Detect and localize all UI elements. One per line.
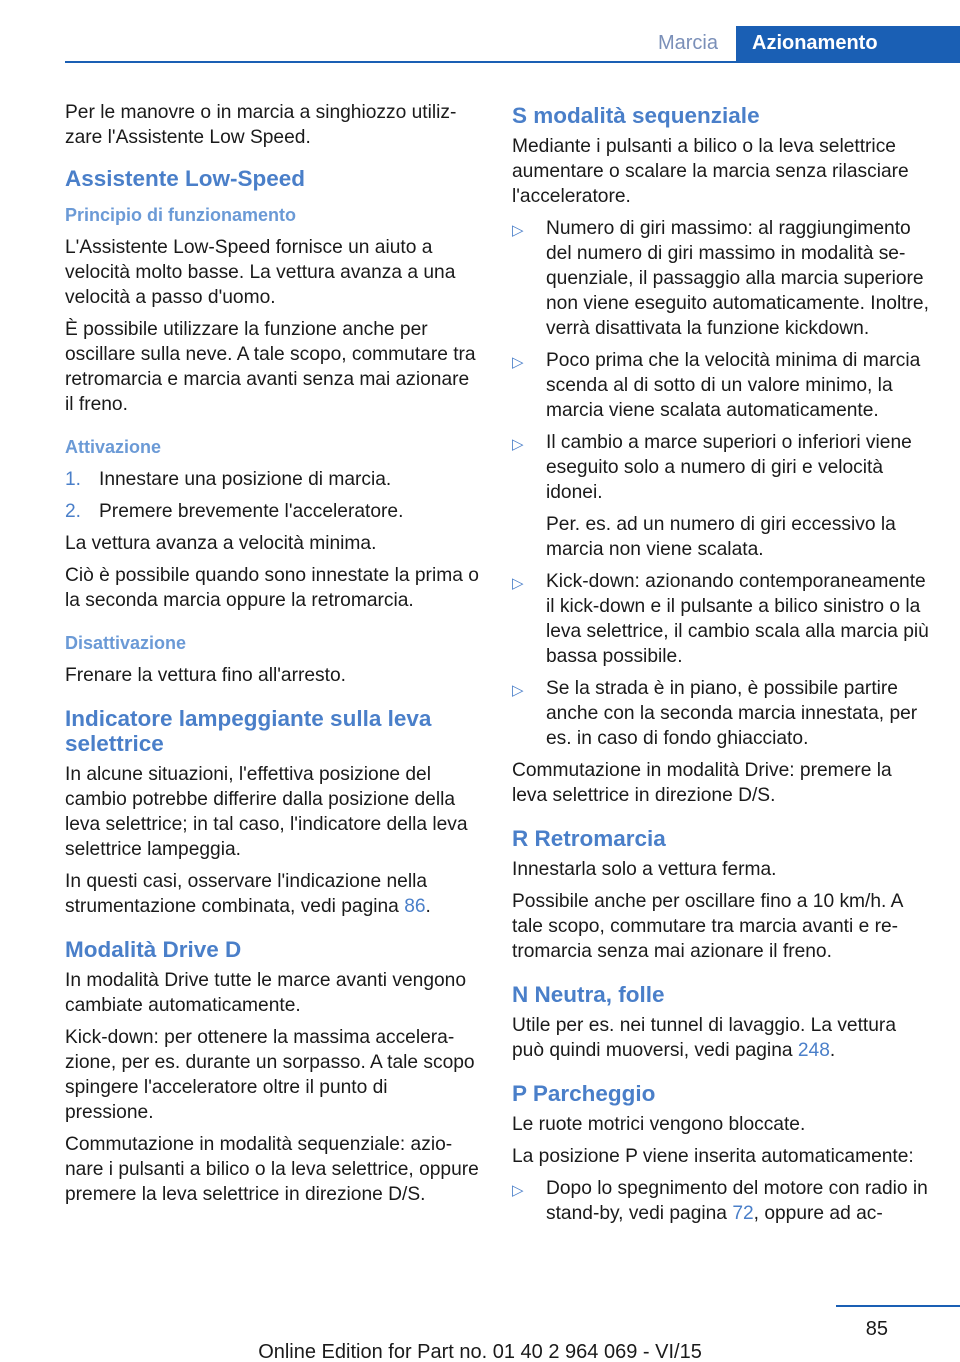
intro-paragraph: Per le manovre o in marcia a singhiozzo utilizzare l'Assistente Low Speed.	[65, 102, 457, 148]
page-link-86[interactable]: 86	[404, 896, 426, 917]
drive-paragraph-1: In modalità Drive tutte le marce avanti vengono cambiate automaticamente.	[65, 970, 467, 1016]
heading-drive: Modalità Drive D	[65, 937, 242, 962]
triangle-bullet-icon: ▷	[512, 575, 524, 592]
right-column	[512, 100, 932, 1233]
bullet-text: Il cambio a marce superiori o inferiori viene eseguito solo a numero di giri e velocità idonei.	[546, 432, 912, 503]
bullet-text: Poco prima che la velocità minima di marcia scenda al di sotto di un valore minimo, la marcia viene scalata automaticamente.	[546, 350, 921, 421]
page-number: 85	[865, 1318, 888, 1340]
drive-paragraph-3: Commutazione in modalità sequenziale: azionare i pulsanti a bilico o la leva selettrice, oppure premere la leva selettrice in direzione D/S.	[65, 1134, 479, 1205]
heading-principio: Principio di funzionamento	[65, 205, 296, 225]
triangle-bullet-icon: ▷	[512, 682, 524, 699]
triangle-bullet-icon: ▷	[512, 222, 524, 239]
indicatore-text: In questi casi, osservare l'indicazione nella strumentazione combinata, vedi pagina	[65, 871, 428, 917]
bullet-item	[512, 348, 932, 423]
attivazione-paragraph-2: Ciò è possibile quando sono innestate la prima o la seconda marcia oppure la retromarcia.	[65, 565, 479, 611]
disattivazione-paragraph: Frenare la vettura fino all'arresto.	[65, 665, 346, 686]
bullet-item	[512, 676, 932, 751]
bullet-item	[512, 1176, 932, 1226]
park-bullet-text: Dopo lo spegnimento del motore con radio in stand-by, vedi pagina	[546, 1178, 928, 1224]
indicatore-paragraph-2	[65, 869, 481, 919]
sequenziale-end-paragraph: Commutazione in modalità Drive: premere la leva selettrice in direzione D/S.	[512, 760, 892, 806]
park-bullet-tail: , oppure ad ac-	[753, 1203, 883, 1224]
neutra-text: Utile per es. nei tunnel di lavaggio. La vettura può quindi muoversi, vedi pagina	[512, 1015, 896, 1061]
step-number: 2.	[65, 501, 82, 522]
edition-footer: Online Edition for Part no. 01 40 2 964 069 - VI/15	[258, 1341, 702, 1362]
bullet-text: Kick-down: azionando contemporaneamente il kick-down e il pulsante a bilico sinistro o la leva selettrice, il cambio scala alla marcia più bassa possibile.	[546, 571, 929, 667]
drive-paragraph-2: Kick-down: per ottenere la massima accelerazione, per es. durante un sorpasso. A tale scopo spingere l'acceleratore oltre il punto di pressione.	[65, 1027, 475, 1123]
heading-neutra: N Neutra, folle	[512, 982, 665, 1007]
tab-marcia: Marcia	[657, 32, 718, 54]
step-text: Premere brevemente l'acceleratore.	[99, 501, 404, 522]
retromarcia-paragraph-1: Innestarla solo a vettura ferma.	[512, 859, 777, 880]
page-header	[0, 26, 960, 64]
triangle-bullet-icon: ▷	[512, 354, 524, 371]
bullet-text: Numero di giri massimo: al raggiungimento del numero di giri massimo in modalità sequenziale, il passaggio alla marcia superiore non viene eseguito automaticamente. Inoltre, verrà disattivata la funzione kickdown.	[546, 218, 929, 339]
principio-paragraph-1: L'Assistente Low-Speed fornisce un aiuto a velocità molto basse. La vettura avanza a una velocità a passo d'uomo.	[65, 237, 456, 308]
left-column	[65, 100, 481, 1214]
step-item	[65, 499, 481, 524]
heading-sequenziale: S modalità sequenziale	[512, 103, 760, 128]
principio-paragraph-2: È possibile utilizzare la funzione anche per oscillare sulla neve. A tale scopo, commutare tra retromarcia e marcia avanti senza mai azionare il freno.	[65, 319, 476, 415]
heading-disattivazione: Disattivazione	[65, 633, 187, 653]
bullet-item	[512, 569, 932, 669]
page-link-72[interactable]: 72	[732, 1203, 754, 1224]
triangle-bullet-icon: ▷	[512, 1182, 524, 1199]
heading-retromarcia: R Retromarcia	[512, 826, 666, 851]
parcheggio-paragraph-1: Le ruote motrici vengono bloccate.	[512, 1114, 806, 1135]
sequenziale-paragraph: Mediante i pulsanti a bilico o la leva selettrice aumentare o scalare la marcia senza rilasciare l'acceleratore.	[512, 136, 909, 207]
bullet-item	[512, 216, 932, 341]
attivazione-paragraph-1: La vettura avanza a velocità minima.	[65, 533, 377, 554]
footer-rule	[836, 1305, 960, 1307]
triangle-bullet-icon: ▷	[512, 436, 524, 453]
step-number: 1.	[65, 469, 82, 490]
bullet-item	[512, 430, 932, 505]
period: .	[425, 896, 431, 917]
period: .	[829, 1040, 836, 1061]
heading-attivazione: Attivazione	[65, 437, 162, 457]
bullet-continuation: Per. es. ad un numero di giri eccessivo la marcia non viene scalata.	[546, 514, 896, 560]
indicatore-paragraph-1: In alcune situazioni, l'effettiva posizione del cambio potrebbe differire dalla posizione della leva selettrice; in tal caso, l'indicatore della leva selettrice lampeggia.	[65, 764, 468, 860]
parcheggio-paragraph-2: La posizione P viene inserita automaticamente:	[512, 1146, 914, 1167]
heading-low-speed: Assistente Low-Speed	[65, 166, 306, 191]
step-text: Innestare una posizione di marcia.	[99, 469, 392, 490]
heading-parcheggio: P Parcheggio	[512, 1081, 656, 1106]
tab-azionamento: Azionamento	[736, 26, 960, 63]
bullet-text: Se la strada è in piano, è possibile partire anche con la seconda marcia innestata, per es. in caso di fondo ghiacciato.	[546, 678, 918, 749]
heading-indicatore: Indicatore lampeggiante sulla leva selettrice	[65, 706, 432, 756]
neutra-paragraph	[512, 1013, 932, 1063]
header-rule	[65, 61, 960, 63]
retromarcia-paragraph-2: Possibile anche per oscillare fino a 10 km/h. A tale scopo, commutare tra marcia avanti e retromarcia senza mai azionare il freno.	[512, 891, 903, 962]
page-link-248[interactable]: 248	[797, 1040, 830, 1061]
bullet-text	[546, 1176, 932, 1226]
step-item	[65, 467, 481, 492]
